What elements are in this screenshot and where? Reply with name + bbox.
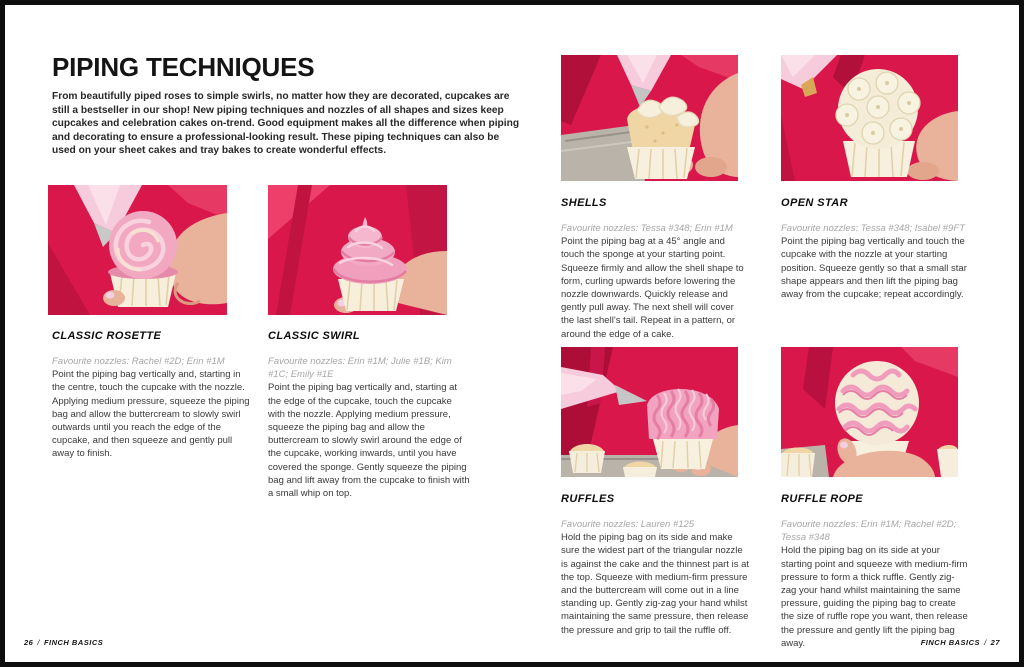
photo-shells [561,55,738,181]
cupcake-swirl-illustration [268,185,447,315]
section-classic-swirl [268,330,470,500]
cupcake-shells-illustration [561,55,738,181]
plain-cupcake [569,444,605,473]
book-title: FINCH BASICS [43,638,104,647]
section-body: Point the piping bag vertically and, starting at the edge of the cupcake, touch the cupcake with the nozzle. Applying medium pressure, squeeze the piping bag and allow the buttercream to slowly swirl around the edge of the cupcake, working inwards, until you have covered the sponge. Gently squeeze the piping bag and lift away from the cupcake to finish with a small whip on top. [268,382,470,500]
photo-ruffles [561,347,738,477]
photo-classic-rosette [48,185,227,315]
page-number-left: 26 [24,638,34,647]
favourite-nozzles: Favourite nozzles: Lauren #125 [561,519,695,530]
section-ruffle-rope [781,493,969,650]
favourite-nozzles: Favourite nozzles: Tessa #348; Isabel #9FT [781,223,965,234]
folio-separator: / [984,638,987,647]
section-heading: RUFFLES [561,493,615,505]
cupcake-ruffle-rope-illustration [781,347,958,477]
fingernail [840,442,848,449]
favourite-nozzles: Favourite nozzles: Erin #1M; Julie #1B; Kim #1C; Emily #1E [268,356,452,381]
cupcake-open-star-illustration [781,55,958,181]
section-shells [561,197,749,341]
page-title: PIPING TECHNIQUES [52,52,315,82]
section-heading: OPEN STAR [781,197,848,209]
folio-right [921,638,1000,647]
favourite-nozzles: Favourite nozzles: Rachel #2D; Erin #1M [52,356,225,367]
section-body: Point the piping bag at a 45° angle and touch the sponge at your starting point. Squeeze firmly and allow the shell shape to form, curling upwards before lowering the nozzle downwards. Quickly release and gently pull away. The next shell will cover the last shell’s tail. Repeat in a pattern, or around the edge of a cake. [561,236,744,340]
photo-open-star [781,55,958,181]
folio-left [24,638,103,647]
section-ruffles [561,493,749,637]
fingernail [106,292,115,299]
page-number-right: 27 [990,638,1000,647]
favourite-nozzles: Favourite nozzles: Tessa #348; Erin #1M [561,223,733,234]
section-heading: CLASSIC ROSETTE [52,330,162,342]
cupcake-ruffles-illustration [561,347,738,477]
section-body: Point the piping bag vertically and, starting in the centre, touch the cupcake with the nozzle. Applying medium pressure, squeeze the piping bag and allow the buttercream to slowly swirl outwards until you reach the edge of the cupcake, and then squeeze and gently pull away to finish. [52,369,250,460]
photo-ruffle-rope [781,347,958,477]
book-title: FINCH BASICS [920,638,981,647]
section-heading: SHELLS [561,197,607,209]
section-body: Point the piping bag vertically and touch the cupcake with the nozzle at your starting position. Squeeze gently so that a small star shape appears and then lift the piping bag away from the cupcake; repeat accordingly. [781,236,967,301]
section-open-star [781,197,969,301]
intro-paragraph: From beautifully piped roses to simple swirls, no matter how they are decorated, cupcakes are still a bestseller in our shop! New piping techniques and nozzles of all shapes and sizes keep cupcakes and celebration cakes on-trend. Good equipment makes all the difference when piping and decorating to ensure a professional-looking result. These piping techniques can also be used on your sheet cakes and tray bakes to create wonderful effects. [52,91,520,157]
section-heading: CLASSIC SWIRL [268,330,360,342]
favourite-nozzles: Favourite nozzles: Erin #1M; Rachel #2D; Tessa #348 [781,519,957,544]
section-heading: RUFFLE ROPE [781,493,864,505]
section-classic-rosette [52,330,250,461]
section-body: Hold the piping bag on its side and make sure the widest part of the triangular nozzle is against the cake and the thinnest part is at the top. Squeeze with medium-firm pressure and the buttercream will come out in a line standing up. Gently zig-zag your hand whilst maintaining the same pressure, then release the pressure and grip to tail the ruffle off. [561,532,750,636]
photo-classic-swirl [268,185,447,315]
cupcake-rosette-illustration [48,185,227,315]
plain-cupcake [781,448,815,478]
section-body: Hold the piping bag on its side at your starting point and squeeze with medium-firm pressure to form a thick ruffle. Gently zig-zag your hand whilst maintaining the same pressure, guiding the piping bag to create the size of ruffle rope you want, then release the pressure and gently lift the piping bag away. [781,545,968,649]
folio-separator: / [37,638,40,647]
